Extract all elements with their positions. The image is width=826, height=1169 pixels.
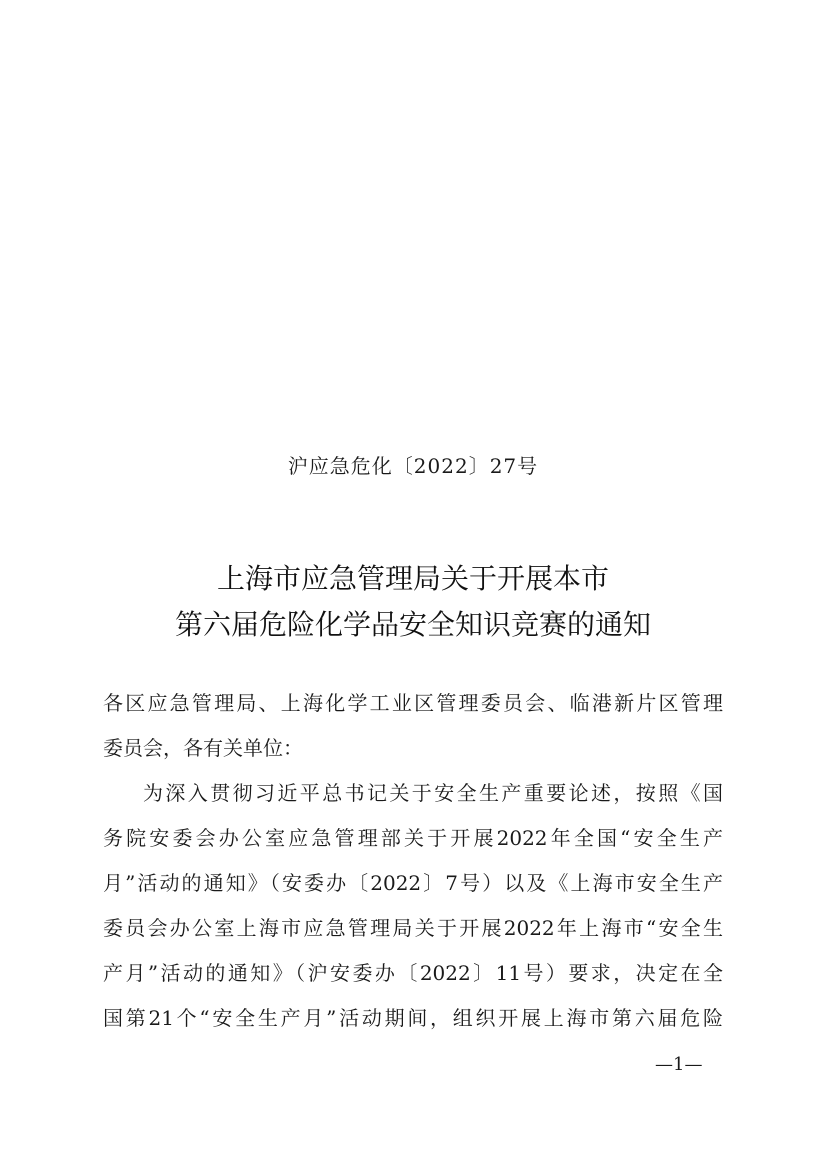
document-number: 沪应急危化〔2022〕27号 <box>287 454 539 478</box>
body-line: 委员会，各有关单位： <box>103 736 303 760</box>
body-line: 务院安委会办公室应急管理部关于开展2022年全国“安全生产 <box>103 826 723 850</box>
body-line: 国第21个“安全生产月”活动期间，组织开展上海市第六届危险 <box>103 1006 723 1030</box>
title-line-1: 上海市应急管理局关于开展本市 <box>216 562 609 595</box>
body-line: 产月”活动的通知》（沪安委办〔2022〕11号）要求，决定在全 <box>103 961 723 985</box>
body-line: 为深入贯彻习近平总书记关于安全生产重要论述，按照《国 <box>143 781 723 805</box>
body-line: 月”活动的通知》（安委办〔2022〕7号）以及《上海市安全生产 <box>103 871 723 895</box>
page-number: —1— <box>655 1054 703 1075</box>
document-body <box>103 681 723 1041</box>
body-line: 委员会办公室上海市应急管理局关于开展2022年上海市“安全生 <box>103 916 723 940</box>
document-title <box>0 556 826 648</box>
body-line: 各区应急管理局、上海化学工业区管理委员会、临港新片区管理 <box>103 691 723 715</box>
title-line-2: 第六届危险化学品安全知识竞赛的通知 <box>174 608 651 641</box>
